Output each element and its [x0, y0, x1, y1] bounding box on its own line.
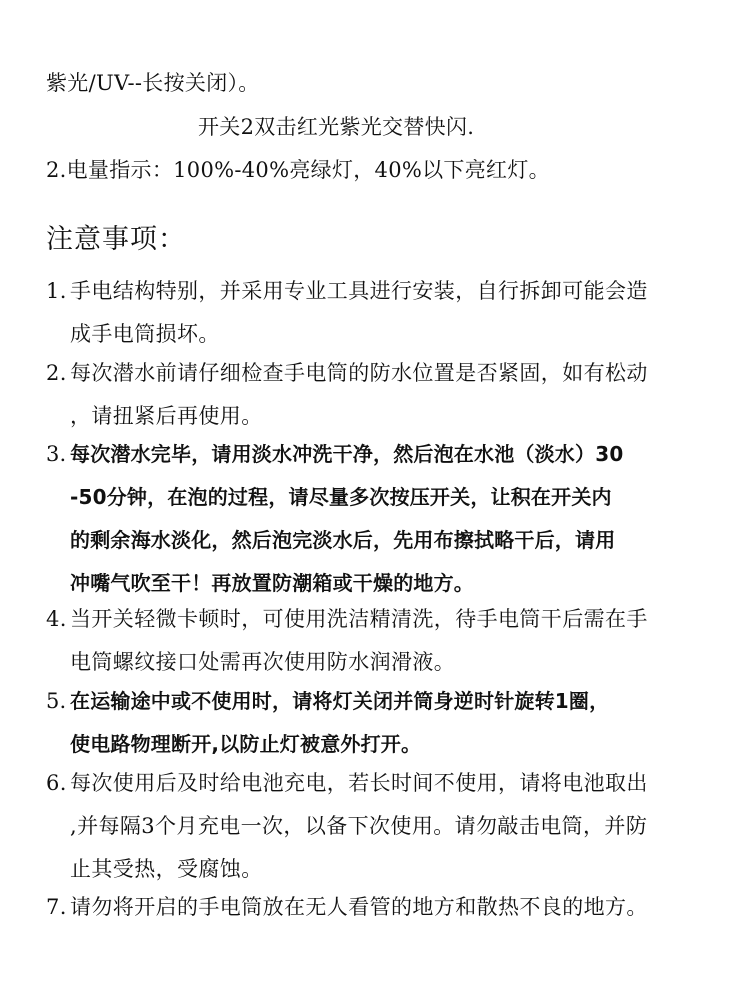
note-number: 3.	[46, 442, 67, 466]
note-text: 每次潜水完毕，请用淡水冲洗干净，然后泡在水池（淡水）30	[70, 442, 624, 466]
note-line: 的剩余海水淡化，然后泡完淡水后，先用布擦拭略干后，请用	[70, 528, 616, 552]
note-line	[46, 270, 716, 313]
note-item-4	[46, 598, 716, 684]
mode-text-line: 紫光/UV--长按关闭）。	[46, 71, 260, 95]
note-item-2	[46, 352, 716, 438]
note-number: 6.	[46, 771, 67, 795]
note-text: 在运输途中或不使用时，请将灯关闭并筒身逆时针旋转1圈，	[70, 689, 610, 713]
note-text: 每次使用后及时给电池充电，若长时间不使用，请将电池取出	[70, 771, 648, 795]
notes-heading: 注意事项：	[46, 224, 186, 255]
note-number: 4.	[46, 607, 67, 631]
switch2-mode-line: 开关2双击红光紫光交替快闪.	[198, 115, 475, 139]
battery-indicator-line: 2.电量指示：100%-40%亮绿灯，40%以下亮红灯。	[46, 158, 550, 182]
note-number: 7.	[46, 895, 67, 919]
note-item-6	[46, 762, 716, 891]
note-line	[46, 433, 716, 476]
note-item-5	[46, 680, 716, 766]
note-line: -50分钟，在泡的过程，请尽量多次按压开关，让积在开关内	[70, 485, 612, 509]
note-text: 手电结构特别，并采用专业工具进行安装，自行拆卸可能会造	[70, 279, 648, 303]
note-line: 止其受热，受腐蚀。	[70, 857, 263, 881]
note-line	[46, 762, 716, 805]
note-text: 每次潜水前请仔细检查手电筒的防水位置是否紧固，如有松动	[70, 361, 648, 385]
note-line: 使电路物理断开,以防止灯被意外打开。	[70, 732, 422, 756]
note-number: 2.	[46, 361, 67, 385]
note-line: 成手电筒损坏。	[70, 322, 220, 346]
note-line: 冲嘴气吹至干！再放置防潮箱或干燥的地方。	[70, 571, 474, 595]
note-item-3	[46, 433, 716, 605]
note-line	[46, 886, 716, 929]
note-line	[46, 680, 716, 723]
note-text: 请勿将开启的手电筒放在无人看管的地方和散热不良的地方。	[70, 895, 648, 919]
note-line: 电筒螺纹接口处需再次使用防水润滑液。	[70, 650, 456, 674]
note-number: 5.	[46, 689, 67, 713]
note-line	[46, 598, 716, 641]
note-line: ,并每隔3个月充电一次，以备下次使用。请勿敲击电筒，并防	[70, 814, 648, 838]
note-text: 当开关轻微卡顿时，可使用洗洁精清洗，待手电筒干后需在手	[70, 607, 648, 631]
note-item-7	[46, 886, 716, 929]
note-item-1	[46, 270, 716, 356]
note-line	[46, 352, 716, 395]
note-number: 1.	[46, 279, 67, 303]
note-line: ，请扭紧后再使用。	[70, 404, 263, 428]
